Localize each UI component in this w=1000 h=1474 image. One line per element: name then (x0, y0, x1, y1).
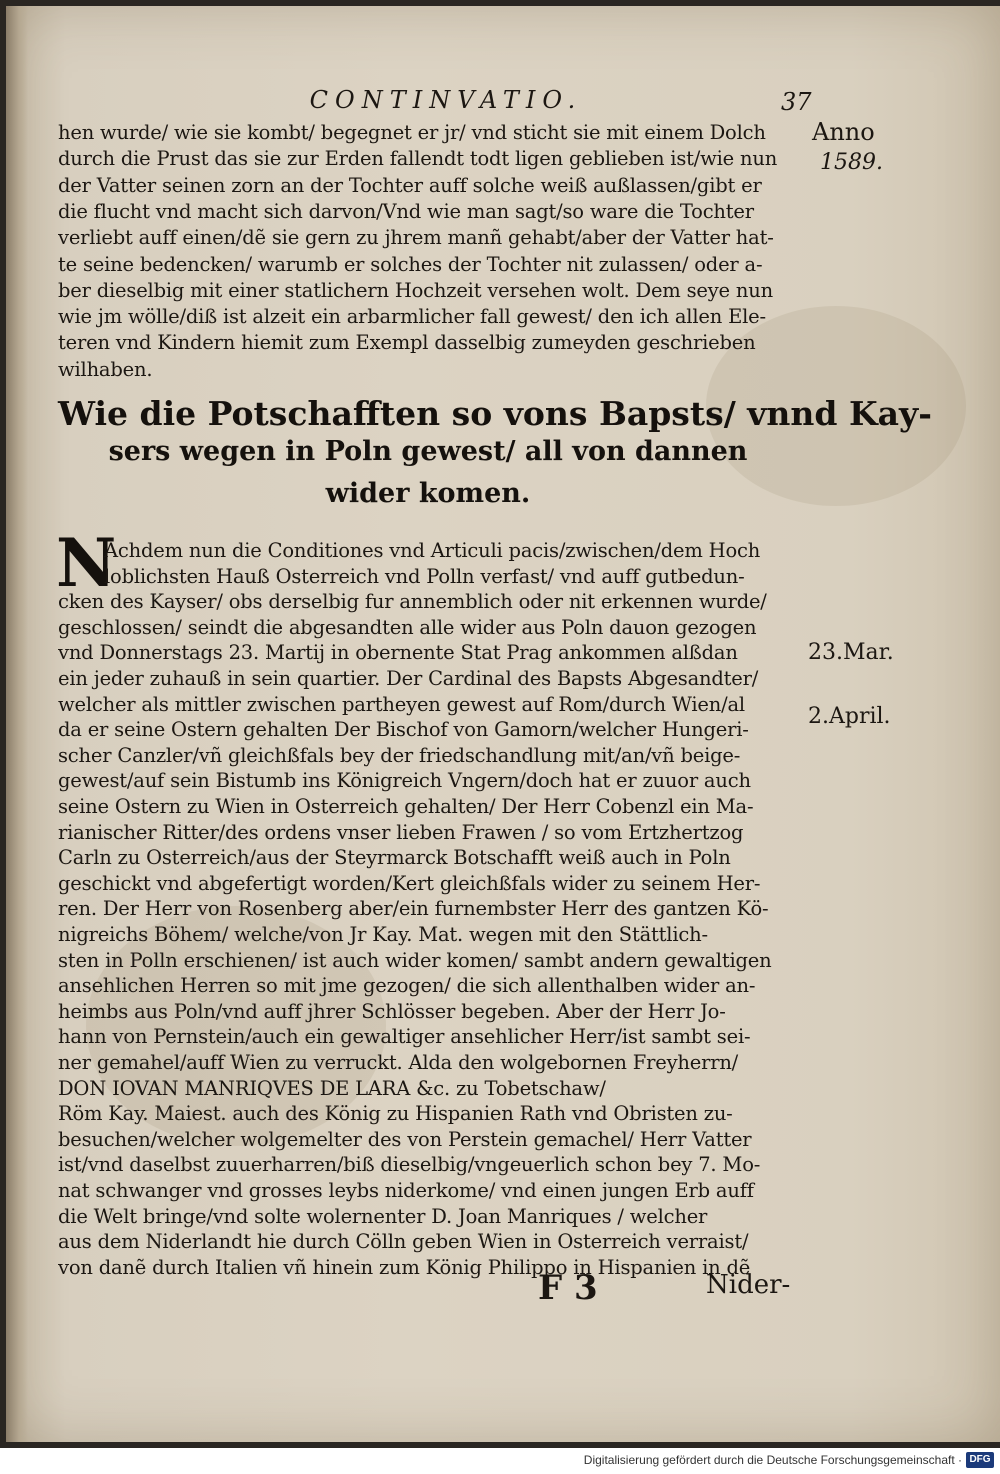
text-line: nigreichs Böhem/ welche/von Jr Kay. Mat. wegen mit den Stättlich- (58, 923, 708, 946)
text-line: der Vatter seinen zorn an der Tochter auff solche weiß außlassen/gibt er (58, 173, 762, 197)
margin-note-anno: Anno (812, 118, 875, 146)
text-line: ner gemahel/auff Wien zu verruckt. Alda den wolgebornen Freyherrn/ (58, 1051, 739, 1074)
text-line: hann von Pernstein/auch ein gewaltiger ansehlicher Herr/ist sambt sei- (58, 1025, 751, 1049)
book-page (6, 6, 1000, 1442)
text-line: wie jm wölle/diß ist alzeit ein arbarmlicher fall gewest/ den ich allen Ele- (58, 305, 766, 329)
text-line: Röm Kay. Maiest. auch des König zu Hispanien Rath vnd Obristen zu- (58, 1102, 733, 1126)
text-line: die flucht vnd macht sich darvon/Vnd wie man sagt/so ware die Tochter (58, 199, 754, 223)
text-line: vnd Donnerstags 23. Martij in obernente Stat Prag ankommen alßdan (58, 641, 738, 665)
text-line: von danẽ durch Italien vñ hinein zum König Philippo in Hispanien in dẽ (58, 1255, 751, 1279)
section-heading-line-2: sers wegen in Poln gewest/ all von dannen (108, 436, 748, 467)
dfg-logo: DFG (966, 1452, 994, 1468)
digitization-footer (0, 1448, 1000, 1474)
funding-notice: Digitalisierung gefördert durch die Deutsche Forschungsgemeinschaft · (583, 1453, 962, 1467)
text-line: geschlossen/ seindt die abgesandten alle wider aus Poln dauon gezogen (58, 615, 757, 639)
text-line: ansehlichen Herren so mit jme gezogen/ die sich allenthalben wider an- (58, 974, 756, 998)
page-gutter (6, 6, 28, 1442)
drop-cap-initial: N (56, 524, 117, 602)
section-heading-line-1: Wie die Potschafften so vons Bapsts/ vnnd Kay- (58, 394, 932, 433)
margin-note-year: 1589. (820, 150, 883, 175)
text-line: da er seine Ostern gehalten Der Bischof von Gamorn/welcher Hungeri- (58, 718, 749, 742)
running-head: CONTINVATIO. (309, 86, 583, 114)
text-line: welcher als mittler zwischen partheyen gewest auf Rom/durch Wien/al (58, 692, 745, 716)
text-line: heimbs aus Poln/vnd auff jhrer Schlösser begeben. Aber der Herr Jo- (58, 999, 726, 1023)
text-line: te seine bedencken/ warumb er solches der Tochter nit zulassen/ oder a- (58, 252, 763, 276)
text-line: Achdem nun die Conditiones vnd Articuli pacis/zwischen/dem Hoch (104, 539, 761, 562)
text-line: ren. Der Herr von Rosenberg aber/ein furnembster Herr des gantzen Kö- (58, 897, 769, 921)
text-line: gewest/auf sein Bistumb ins Königreich Vngern/doch hat er zuuor auch (58, 769, 751, 793)
text-line: DON IOVAN MANRIQVES DE LARA &c. zu Tobetschaw/ (58, 1076, 606, 1100)
text-line: besuchen/welcher wolgemelter des von Perstein gemachel/ Herr Vatter (58, 1127, 752, 1151)
text-line: ber dieselbig mit einer statlichern Hochzeit versehen wolt. Dem seye nun (58, 278, 773, 302)
text-line: geschickt vnd abgefertigt worden/Kert gleichßfals wider zu seinem Her- (58, 871, 761, 895)
text-line: sten in Polln erschienen/ ist auch wider komen/ sambt andern gewaltigen (58, 948, 772, 972)
text-line: cken des Kayser/ obs derselbig fur annemblich oder nit erkennen wurde/ (58, 590, 767, 614)
page-number: 37 (781, 88, 812, 116)
text-line: hen wurde/ wie sie kombt/ begegnet er jr/ vnd sticht sie mit einem Dolch (58, 121, 766, 144)
catchword: Nider- (706, 1270, 791, 1300)
text-line: teren vnd Kindern hiemit zum Exempl dasselbig zumeyden geschrieben (58, 331, 756, 355)
text-line: verliebt auff einen/dẽ sie gern zu jhrem manñ gehabt/aber der Vatter hat- (58, 226, 774, 250)
margin-note-date-april: 2.April. (808, 704, 891, 729)
text-line: ist/vnd daselbst zuuerharren/biß dieselbig/vngeuerlich schon bey 7. Mo- (58, 1153, 761, 1177)
text-line: die Welt bringe/vnd solte wolernenter D. Joan Manriques / welcher (58, 1204, 708, 1228)
signature-mark: F 3 (538, 1268, 598, 1308)
text-line: ein jeder zuhauß in sein quartier. Der Cardinal des Bapsts Abgesandter/ (58, 667, 759, 690)
section-heading-line-3: wider komen. (325, 478, 531, 509)
text-line: wilhaben. (58, 357, 153, 381)
text-line: aus dem Niderlandt hie durch Cölln geben Wien in Osterreich verraist/ (58, 1230, 749, 1254)
text-line: durch die Prust das sie zur Erden fallendt todt ligen geblieben ist/wie nun (58, 147, 778, 171)
text-line: rianischer Ritter/des ordens vnser lieben Frawen / so vom Ertzhertzog (58, 820, 744, 844)
text-line: scher Canzler/vñ gleichßfals bey der friedschandlung mit/an/vñ beige- (58, 743, 741, 767)
text-line: loblichsten Hauß Osterreich vnd Polln verfast/ vnd auff gutbedun- (104, 564, 745, 588)
text-line: Carln zu Osterreich/aus der Steyrmarck Botschafft weiß auch in Poln (58, 846, 731, 870)
margin-note-date-march: 23.Mar. (808, 640, 894, 665)
text-line: seine Ostern zu Wien in Osterreich gehalten/ Der Herr Cobenzl ein Ma- (58, 795, 754, 818)
text-line: nat schwanger vnd grosses leybs niderkome/ vnd einen jungen Erb auff (58, 1179, 754, 1202)
